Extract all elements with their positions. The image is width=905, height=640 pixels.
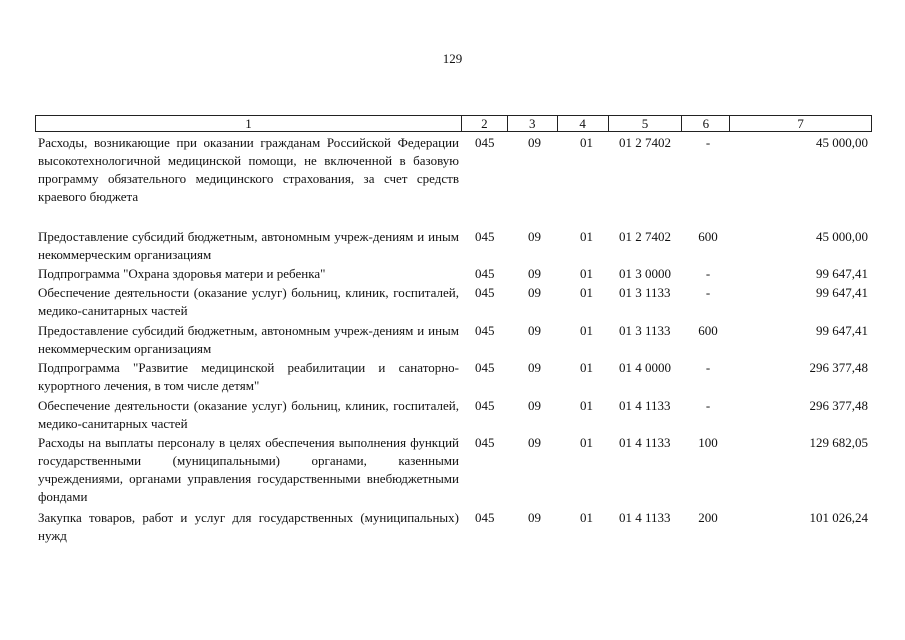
row-col-4: 01 bbox=[580, 135, 593, 150]
row-amount: 296 377,48 bbox=[809, 398, 868, 413]
row-col-6: - bbox=[705, 135, 711, 150]
header-col-2: 2 bbox=[462, 116, 508, 131]
row-col-2: 045 bbox=[475, 360, 495, 375]
row-col-3: 09 bbox=[528, 435, 541, 450]
row-amount: 296 377,48 bbox=[809, 360, 868, 375]
row-description: Закупка товаров, работ и услуг для государственных (муниципальных) нужд bbox=[38, 510, 459, 543]
row-col-5: 01 2 7402 bbox=[619, 229, 671, 244]
row-amount: 45 000,00 bbox=[816, 135, 868, 150]
row-col-4: 01 bbox=[580, 285, 593, 300]
row-col-4: 01 bbox=[580, 360, 593, 375]
row-description: Подпрограмма "Развитие медицинской реабилитации и санаторно-курортного лечения, в том числе детям" bbox=[38, 360, 459, 393]
row-col-5: 01 4 1133 bbox=[619, 435, 671, 450]
row-col-4: 01 bbox=[580, 510, 593, 525]
row-col-5: 01 4 1133 bbox=[619, 510, 671, 525]
header-col-3: 3 bbox=[508, 116, 558, 131]
row-col-3: 09 bbox=[528, 510, 541, 525]
row-col-6: 100 bbox=[698, 435, 718, 450]
row-description: Обеспечение деятельности (оказание услуг) больниц, клиник, госпиталей, медико-санитарных частей bbox=[38, 398, 459, 431]
table-header bbox=[35, 115, 872, 132]
row-col-3: 09 bbox=[528, 266, 541, 281]
row-description: Подпрограмма "Охрана здоровья матери и ребенка" bbox=[38, 266, 326, 281]
row-description: Предоставление субсидий бюджетным, автономным учреж-дениям и иным некоммерческим организациям bbox=[38, 229, 459, 262]
row-col-2: 045 bbox=[475, 323, 495, 338]
row-col-4: 01 bbox=[580, 323, 593, 338]
row-col-3: 09 bbox=[528, 360, 541, 375]
row-col-2: 045 bbox=[475, 229, 495, 244]
header-col-7: 7 bbox=[797, 116, 804, 131]
row-col-3: 09 bbox=[528, 229, 541, 244]
row-col-6: 600 bbox=[698, 323, 718, 338]
row-col-6: - bbox=[705, 266, 711, 281]
row-col-4: 01 bbox=[580, 398, 593, 413]
row-col-6: 200 bbox=[698, 510, 718, 525]
row-col-5: 01 4 1133 bbox=[619, 398, 671, 413]
header-col-1: 1 bbox=[36, 116, 462, 131]
row-col-2: 045 bbox=[475, 285, 495, 300]
row-col-5: 01 3 0000 bbox=[619, 266, 671, 281]
header-col-5: 5 bbox=[609, 116, 683, 131]
page-number: 129 bbox=[442, 51, 463, 66]
row-col-5: 01 2 7402 bbox=[619, 135, 671, 150]
row-description: Расходы на выплаты персоналу в целях обеспечения выполнения функций государственными (муниципальными) органами, казенными учреждениями, органами управления государственными внебюджетными фондами bbox=[38, 435, 459, 504]
row-col-2: 045 bbox=[475, 435, 495, 450]
row-col-2: 045 bbox=[475, 398, 495, 413]
row-amount: 129 682,05 bbox=[809, 435, 868, 450]
row-col-2: 045 bbox=[475, 266, 495, 281]
row-amount: 99 647,41 bbox=[816, 266, 868, 281]
row-col-4: 01 bbox=[580, 229, 593, 244]
row-col-5: 01 3 1133 bbox=[619, 285, 671, 300]
row-amount: 101 026,24 bbox=[809, 510, 868, 525]
row-col-3: 09 bbox=[528, 323, 541, 338]
row-col-3: 09 bbox=[528, 135, 541, 150]
row-col-3: 09 bbox=[528, 398, 541, 413]
row-col-5: 01 4 0000 bbox=[619, 360, 671, 375]
row-col-6: 600 bbox=[698, 229, 718, 244]
row-col-6: - bbox=[705, 360, 711, 375]
row-col-4: 01 bbox=[580, 266, 593, 281]
header-col-6: 6 bbox=[682, 116, 730, 131]
row-amount: 99 647,41 bbox=[816, 323, 868, 338]
row-description: Обеспечение деятельности (оказание услуг) больниц, клиник, госпиталей, медико-санитарных частей bbox=[38, 285, 459, 318]
row-col-2: 045 bbox=[475, 135, 495, 150]
row-col-6: - bbox=[705, 398, 711, 413]
row-col-6: - bbox=[705, 285, 711, 300]
row-description: Расходы, возникающие при оказании гражданам Российской Федерации высокотехнологичной медицинской помощи, не включенной в базовую программу обязательного медицинского страхования, за счет средств краевого бюджета bbox=[38, 135, 459, 204]
row-col-5: 01 3 1133 bbox=[619, 323, 671, 338]
row-amount: 45 000,00 bbox=[816, 229, 868, 244]
header-col-4: 4 bbox=[558, 116, 609, 131]
row-col-3: 09 bbox=[528, 285, 541, 300]
row-description: Предоставление субсидий бюджетным, автономным учреж-дениям и иным некоммерческим организациям bbox=[38, 323, 459, 356]
row-amount: 99 647,41 bbox=[816, 285, 868, 300]
row-col-4: 01 bbox=[580, 435, 593, 450]
row-col-2: 045 bbox=[475, 510, 495, 525]
